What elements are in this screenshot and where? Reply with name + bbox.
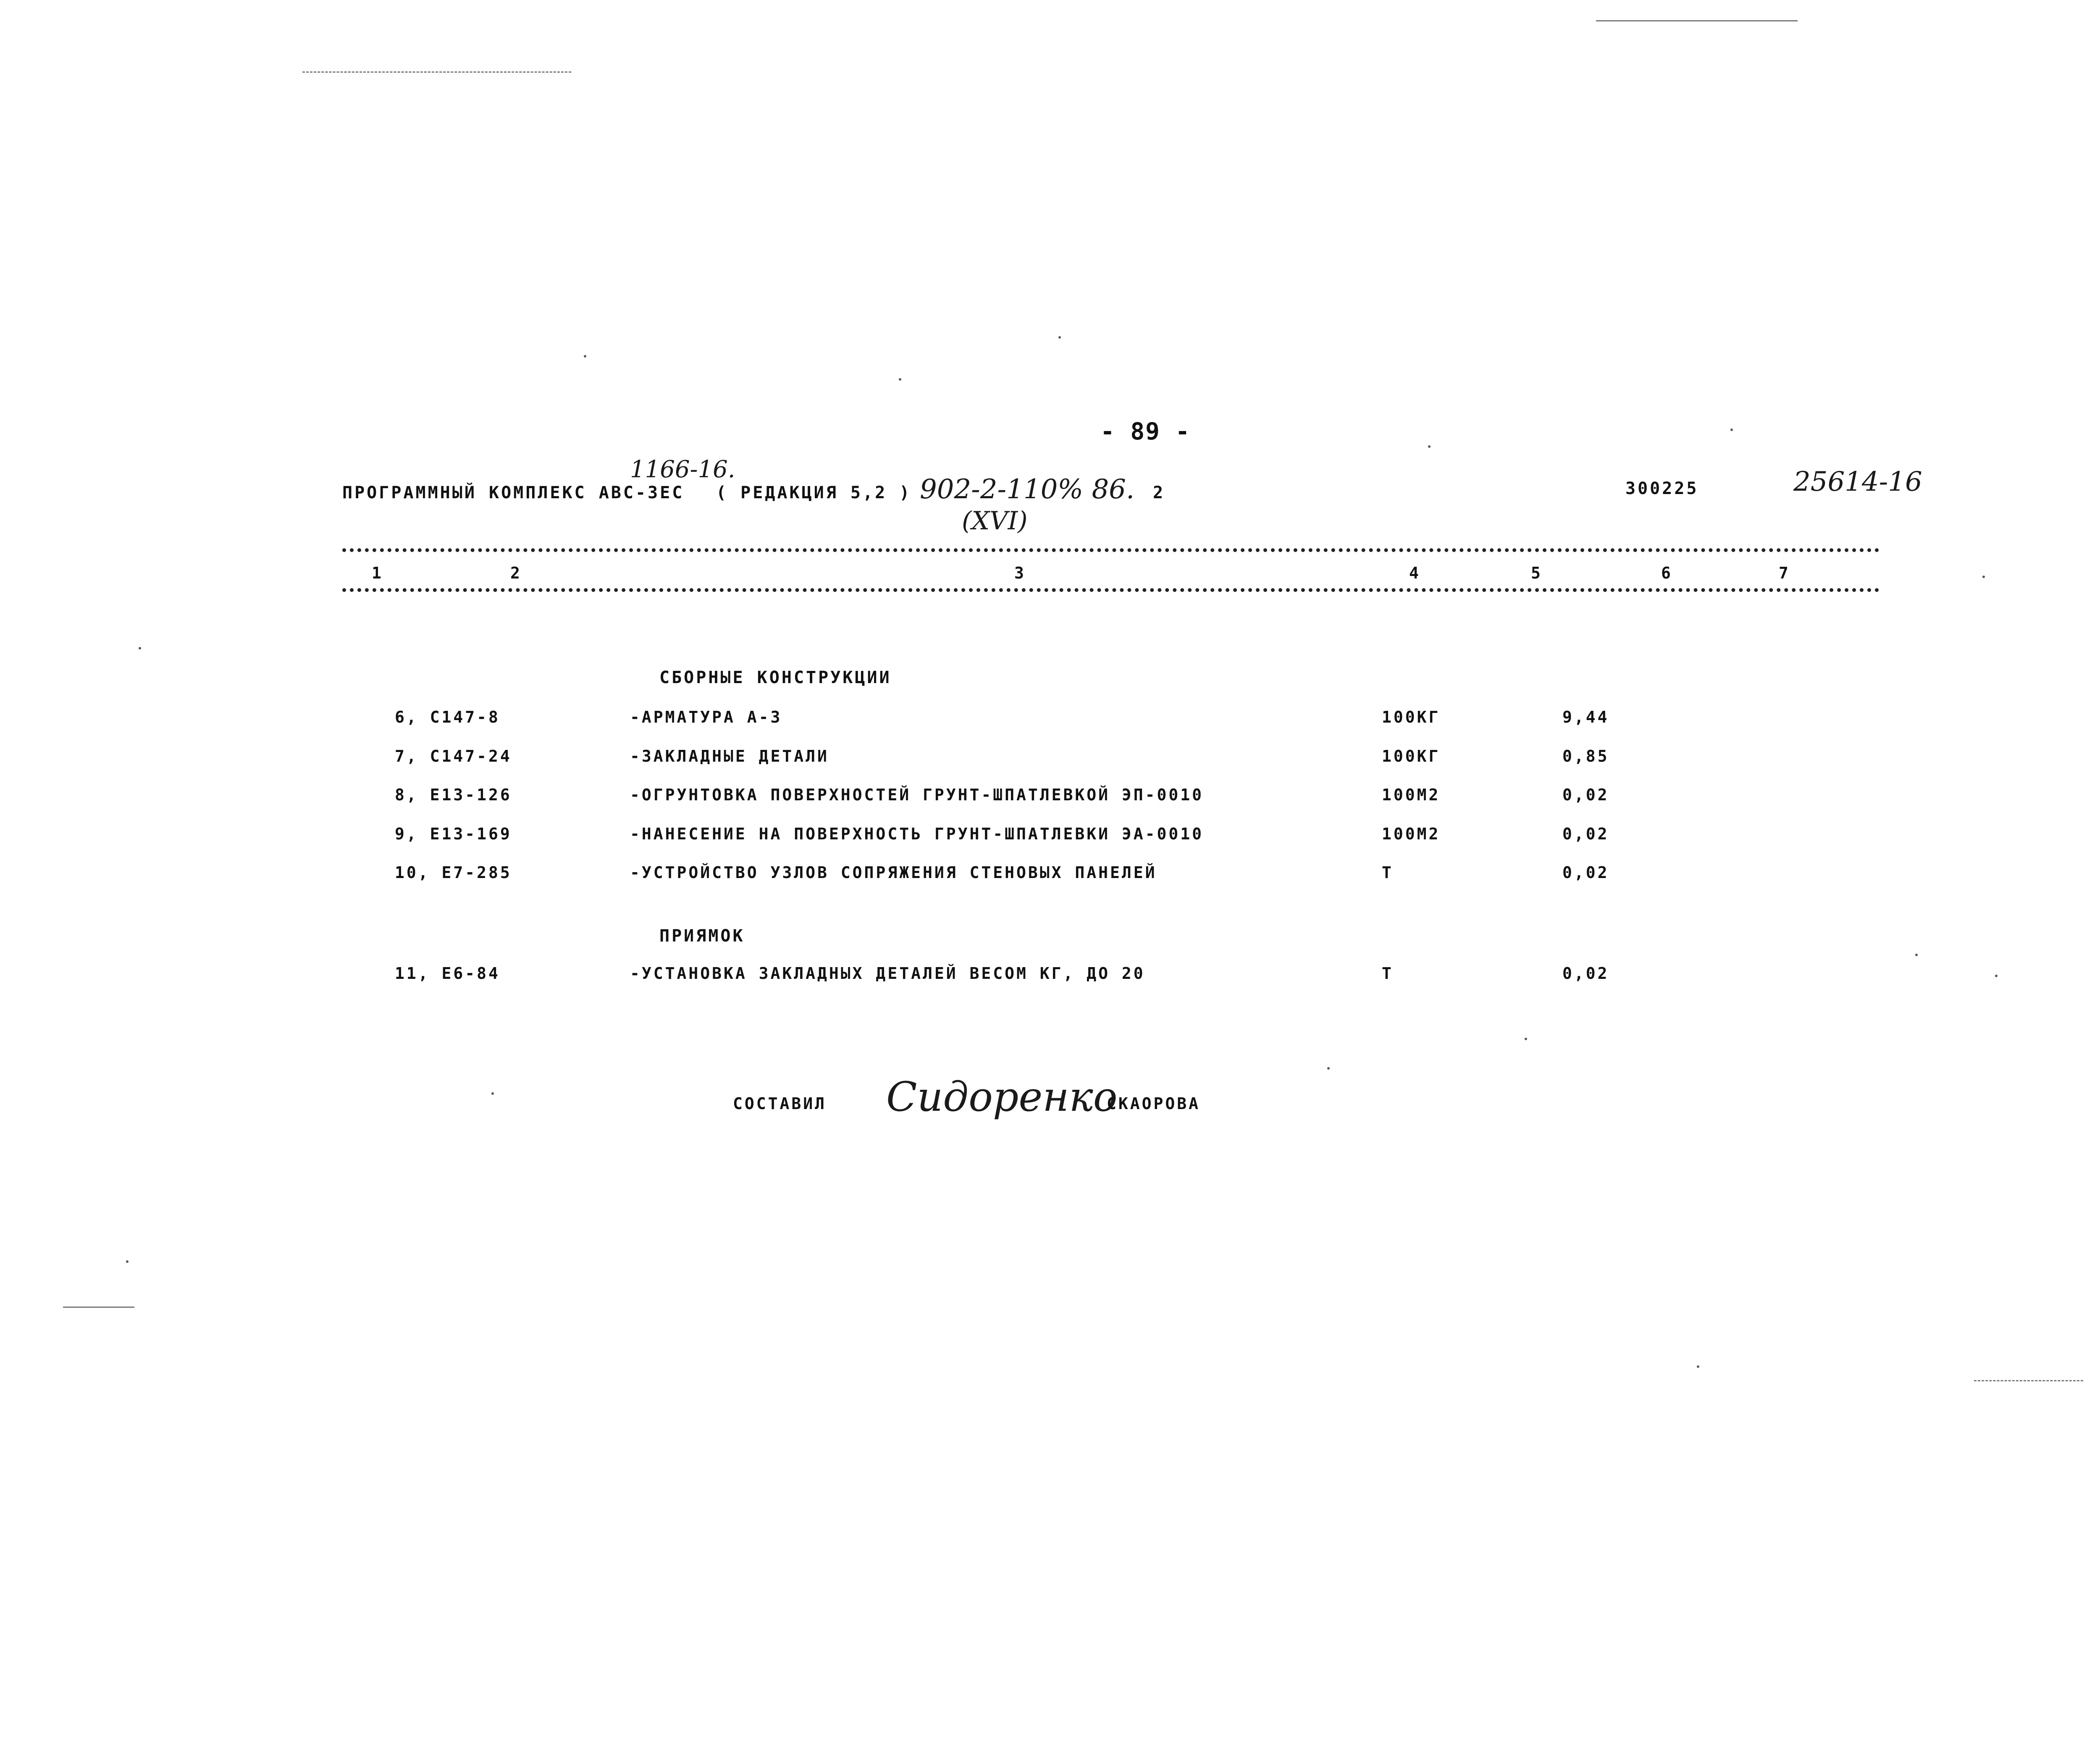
row-quantity: 0,02	[1562, 964, 1609, 983]
scan-speck	[1428, 445, 1431, 448]
scan-speck	[1058, 336, 1061, 339]
scan-line-top-left	[302, 71, 571, 73]
row-quantity: 0,85	[1562, 747, 1609, 765]
scan-speck	[139, 647, 141, 649]
program-title: ПРОГРАММНЫЙ КОМПЛЕКС АВС-3ЕС	[342, 483, 685, 502]
scan-speck	[126, 1260, 129, 1263]
volume-roman: (XVI)	[962, 506, 1028, 536]
scan-speck	[1697, 1365, 1699, 1368]
handwritten-note: 1166-16.	[630, 456, 735, 483]
scan-speck	[1730, 429, 1733, 431]
row-number: 8, Е13-126	[395, 786, 512, 804]
project-number: 902-2-110% 86.	[920, 474, 1135, 505]
scan-speck	[491, 1092, 494, 1095]
table-row	[0, 863, 2100, 889]
row-description: -НАНЕСЕНИЕ НА ПОВЕРХНОСТЬ ГРУНТ-ШПАТЛЕВКИ ЭА-0010	[630, 825, 1204, 843]
row-number: 10, Е7-285	[395, 863, 512, 882]
scan-speck	[1982, 576, 1985, 578]
row-number: 9, Е13-169	[395, 825, 512, 843]
row-quantity: 0,02	[1562, 825, 1609, 843]
row-description: -ОГРУНТОВКА ПОВЕРХНОСТЕЙ ГРУНТ-ШПАТЛЕВКОЙ ЭП-0010	[630, 786, 1204, 804]
column-number: 2	[510, 564, 520, 582]
row-unit: 100М2	[1382, 825, 1441, 843]
column-number: 3	[1014, 564, 1024, 582]
column-header-row	[342, 564, 1880, 589]
scan-speck	[899, 378, 901, 381]
scan-speck	[1327, 1067, 1330, 1070]
column-number: 5	[1531, 564, 1541, 582]
row-unit: Т	[1382, 863, 1394, 882]
table-row	[0, 747, 2100, 772]
row-number: 6, С147-8	[395, 708, 500, 726]
table-row	[0, 964, 2100, 989]
row-quantity: 0,02	[1562, 863, 1609, 882]
compiled-by-label: СОСТАВИЛ	[733, 1094, 827, 1113]
section-title: ПРИЯМОК	[659, 926, 745, 946]
row-quantity: 9,44	[1562, 708, 1609, 726]
row-number: 7, С147-24	[395, 747, 512, 765]
column-number: 6	[1661, 564, 1671, 582]
column-number: 4	[1409, 564, 1419, 582]
page-number: - 89 -	[1100, 418, 1191, 445]
row-unit: 100КГ	[1382, 747, 1441, 765]
row-description: -АРМАТУРА А-3	[630, 708, 782, 726]
section-title: СБОРНЫЕ КОНСТРУКЦИИ	[659, 668, 892, 687]
table-row	[0, 825, 2100, 850]
row-unit: 100М2	[1382, 786, 1441, 804]
scan-speck	[584, 355, 586, 358]
scan-speck	[1915, 954, 1918, 956]
header-rule-bottom	[342, 588, 1880, 592]
row-unit: Т	[1382, 964, 1394, 983]
document-code: 300225	[1625, 479, 1699, 498]
compiler-name: СКАОРОВА	[1107, 1094, 1201, 1113]
sheet-page: 2	[1153, 483, 1166, 502]
column-number: 1	[372, 564, 381, 582]
row-quantity: 0,02	[1562, 786, 1609, 804]
row-description: -УСТАНОВКА ЗАКЛАДНЫХ ДЕТАЛЕЙ ВЕСОМ КГ, ДО 20	[630, 964, 1145, 983]
scan-line-bottom-right	[1974, 1380, 2083, 1381]
row-description: -ЗАКЛАДНЫЕ ДЕТАЛИ	[630, 747, 829, 765]
edition-label: ( РЕДАКЦИЯ 5,2 )	[716, 483, 912, 502]
table-row	[0, 708, 2100, 733]
scan-speck	[1525, 1038, 1527, 1040]
signature: Сидоренко	[886, 1073, 1118, 1120]
header-rule-top	[342, 548, 1880, 552]
row-number: 11, Е6-84	[395, 964, 500, 983]
column-number: 7	[1779, 564, 1788, 582]
table-row	[0, 786, 2100, 811]
inventory-number: 25614-16	[1793, 466, 1922, 497]
row-description: -УСТРОЙСТВО УЗЛОВ СОПРЯЖЕНИЯ СТЕНОВЫХ ПАНЕЛЕЙ	[630, 863, 1157, 882]
row-unit: 100КГ	[1382, 708, 1441, 726]
scan-line-top-right	[1596, 20, 1798, 21]
scan-line-bottom-left	[63, 1307, 134, 1308]
